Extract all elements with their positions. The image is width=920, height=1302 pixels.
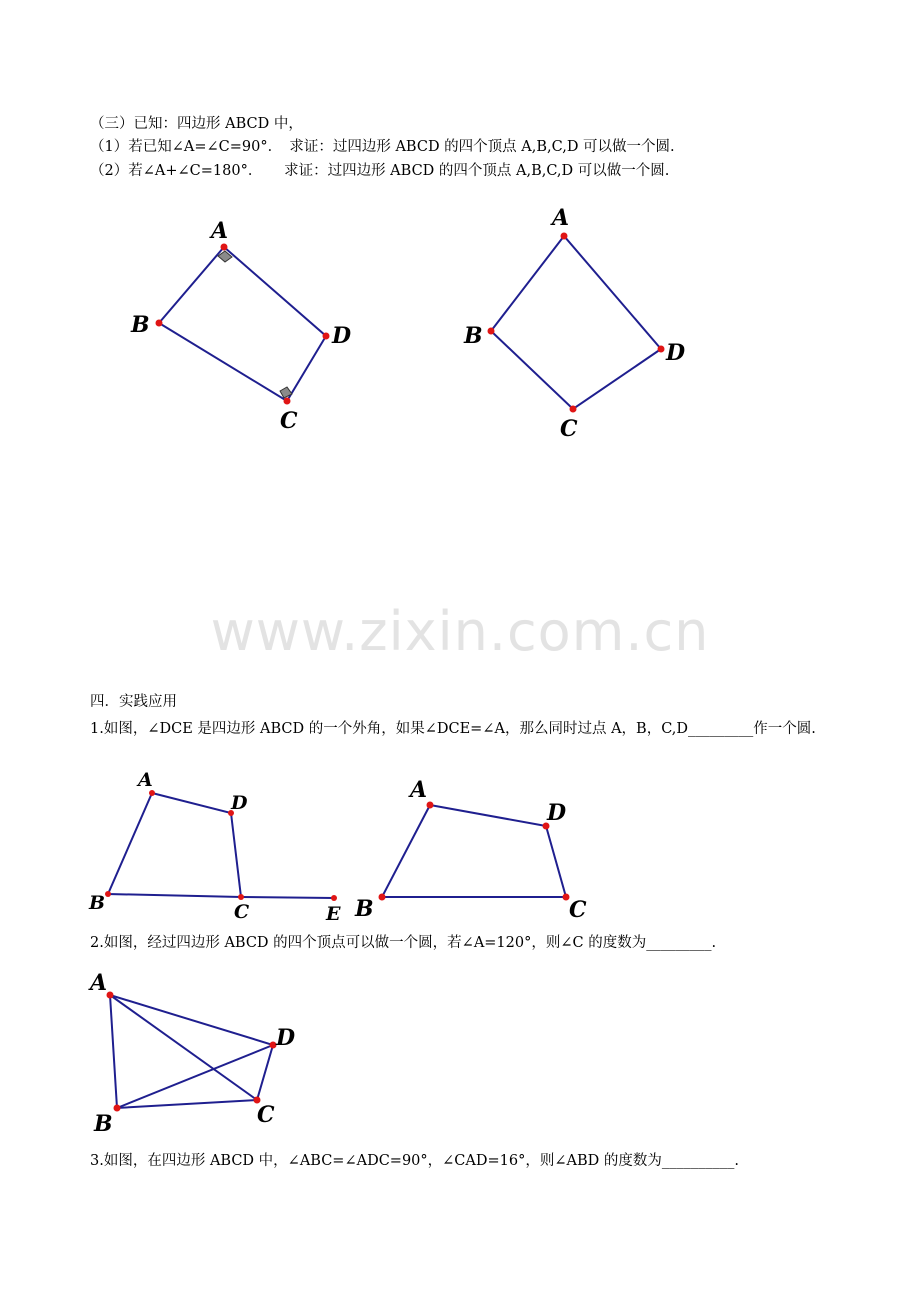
vertex-b <box>379 894 386 901</box>
vertex-b <box>488 328 495 335</box>
label-a: A <box>552 205 570 231</box>
label-a: A <box>410 777 428 803</box>
vertex-b <box>105 891 111 897</box>
label-c: C <box>257 1102 275 1128</box>
watermark: www.zixin.com.cn <box>210 600 710 663</box>
vertex-c <box>284 398 291 405</box>
label-d: D <box>231 792 248 814</box>
label-c: C <box>234 901 250 923</box>
label-d: D <box>332 323 352 349</box>
label-c: C <box>560 416 578 442</box>
label-c: C <box>569 897 587 923</box>
vertex-a <box>221 244 228 251</box>
base-and-side-lines <box>108 793 334 898</box>
label-a: A <box>90 970 108 996</box>
point-e <box>331 895 337 901</box>
figure-exterior-angle <box>80 765 360 930</box>
label-b: B <box>355 896 374 922</box>
question-3: 3.如图，在四边形 ABCD 中，∠ABC=∠ADC=90°，∠CAD=16°，则∠ABD 的度数为__________. <box>90 1153 739 1169</box>
vertex-c <box>570 406 577 413</box>
label-a: A <box>211 218 229 244</box>
vertex-d <box>323 333 330 340</box>
label-b: B <box>464 323 483 349</box>
figure-quadrilateral-abcd <box>345 770 605 930</box>
vertex-a <box>427 802 434 809</box>
vertex-d <box>658 346 665 353</box>
figure-quadrilateral-diagonals <box>85 965 315 1140</box>
vertex-b <box>156 320 163 327</box>
label-a: A <box>138 769 153 791</box>
label-c: C <box>280 408 298 434</box>
figure-cyclic-quadrilateral <box>455 200 705 450</box>
quadrilateral-outline <box>491 236 661 409</box>
label-d: D <box>666 340 686 366</box>
section3-item-1: （1）若已知∠A=∠C=90°． 求证：过四边形 ABCD 的四个顶点 A,B,C,D 可以做一个圆. <box>90 139 675 155</box>
vertex-c <box>238 894 244 900</box>
vertex-a <box>561 233 568 240</box>
diagonal-bd <box>117 1045 273 1108</box>
label-d: D <box>276 1025 296 1051</box>
question-2: 2.如图，经过四边形 ABCD 的四个顶点可以做一个圆，若∠A=120°，则∠C 的度数为_________. <box>90 935 717 951</box>
top-and-right-lines <box>152 793 241 897</box>
diagonal-ac <box>110 995 257 1100</box>
section3-heading: （三）已知：四边形 ABCD 中， <box>90 116 303 132</box>
quadrilateral-outline <box>159 247 326 401</box>
section4-heading: 四．实践应用 <box>90 694 177 710</box>
section3-item-2: （2）若∠A+∠C=180°． 求证：过四边形 ABCD 的四个顶点 A,B,C,D 可以做一个圆. <box>90 163 670 179</box>
quadrilateral-outline <box>382 805 566 897</box>
figure-right-angle-quadrilateral <box>120 205 370 445</box>
label-b: B <box>131 312 150 338</box>
vertex-a <box>107 992 114 999</box>
vertex-b <box>114 1105 121 1112</box>
question-1: 1.如图，∠DCE 是四边形 ABCD 的一个外角，如果∠DCE=∠A，那么同时过点 A，B，C,D_________作一个圆. <box>90 721 816 737</box>
label-d: D <box>547 800 567 826</box>
label-e: E <box>326 903 341 925</box>
label-b: B <box>89 892 106 914</box>
label-b: B <box>94 1111 113 1137</box>
